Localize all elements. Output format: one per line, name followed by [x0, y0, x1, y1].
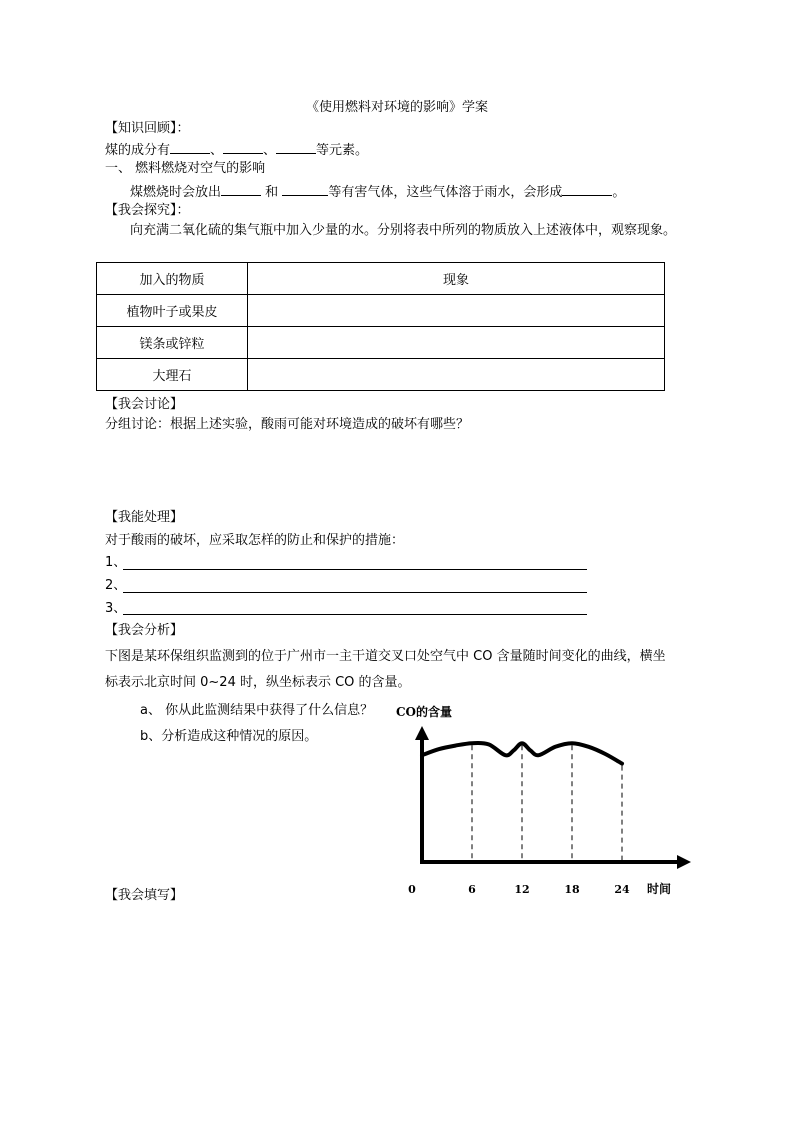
- review-heading: 【知识回顾】：: [105, 121, 190, 136]
- acid-rain-blank[interactable]: [562, 183, 612, 196]
- analyze-question-b: b、分析造成这种情况的原因。: [140, 729, 318, 744]
- chart-x-tick-label: 6: [468, 883, 476, 896]
- section-one-heading: 一、 燃料燃烧对空气的影响: [105, 161, 266, 176]
- chart-y-axis-label: CO的含量: [396, 705, 453, 719]
- chart-x-axis-label: 时间: [647, 882, 672, 896]
- gas-prefix: 煤燃烧时会放出: [130, 185, 222, 200]
- gas-end: 。: [612, 185, 626, 200]
- table-cell-substance: 镁条或锌粒: [97, 327, 248, 359]
- measure-item-label: 2、: [105, 578, 127, 593]
- measure-item-label: 3、: [105, 601, 127, 616]
- coal-suffix: 等元素。: [316, 143, 369, 158]
- page-title: 《使用燃料对环境的影响》学案: [306, 100, 489, 115]
- table-cell-observation[interactable]: [248, 295, 665, 327]
- analyze-paragraph-2: 标表示北京时间 0~24 时，纵坐标表示 CO 的含量。: [105, 675, 411, 690]
- table-cell-observation[interactable]: [248, 327, 665, 359]
- harmful-gas-line: [130, 183, 625, 201]
- chart-x-tick-label: 24: [614, 883, 630, 896]
- coal-element-blank-2[interactable]: [223, 141, 263, 154]
- separator: 、: [263, 143, 277, 158]
- coal-prefix: 煤的成分有: [105, 143, 171, 158]
- table-header-row: [97, 263, 665, 295]
- explore-heading: 【我会探究】：: [105, 203, 190, 218]
- table-row: [97, 295, 665, 327]
- table-header-cell: 现象: [248, 263, 665, 295]
- table-cell-substance: 大理石: [97, 359, 248, 391]
- gas-and: 和: [265, 185, 279, 200]
- table-row: [97, 327, 665, 359]
- gas-suffix: 等有害气体，这些气体溶于雨水，会形成: [328, 185, 563, 200]
- measure-answer-line-2[interactable]: [123, 592, 587, 593]
- handle-question: 对于酸雨的破坏，应采取怎样的防止和保护的措施：: [105, 533, 405, 548]
- table-header-cell: 加入的物质: [97, 263, 248, 295]
- gas-blank-1[interactable]: [221, 183, 261, 196]
- table-cell-observation[interactable]: [248, 359, 665, 391]
- chart-x-axis-arrow: [677, 855, 691, 869]
- analyze-question-a: a、 你从此监测结果中获得了什么信息？: [140, 703, 374, 718]
- chart-x-tick-label: 12: [514, 883, 530, 896]
- experiment-table: [96, 262, 665, 391]
- table-row: [97, 359, 665, 391]
- chart-x-tick-label: 0: [408, 883, 416, 896]
- gas-blank-2[interactable]: [282, 183, 328, 196]
- coal-composition-line: [105, 141, 368, 159]
- measure-answer-line-3[interactable]: [123, 614, 587, 615]
- chart-series-line: [422, 743, 622, 764]
- coal-element-blank-1[interactable]: [170, 141, 210, 154]
- fill-heading: 【我会填写】: [105, 888, 184, 903]
- discuss-heading: 【我会讨论】: [105, 397, 184, 412]
- chart-y-axis-arrow: [415, 726, 429, 740]
- discuss-question: 分组讨论：根据上述实验，酸雨可能对环境造成的破坏有哪些？: [105, 417, 470, 432]
- explore-instruction: 向充满二氧化硫的集气瓶中加入少量的水。分别将表中所列的物质放入上述液体中，观察现象。: [130, 223, 677, 238]
- table-cell-substance: 植物叶子或果皮: [97, 295, 248, 327]
- analyze-heading: 【我会分析】: [105, 623, 184, 638]
- separator: 、: [210, 143, 224, 158]
- measure-answer-line-1[interactable]: [123, 569, 587, 570]
- handle-heading: 【我能处理】: [105, 510, 184, 525]
- measure-item-label: 1、: [105, 555, 127, 570]
- analyze-paragraph-1: 下图是某环保组织监测到的位于广州市一主干道交叉口处空气中 CO 含量随时间变化的曲线，横坐: [105, 649, 666, 664]
- chart-x-tick-label: 18: [564, 883, 580, 896]
- coal-element-blank-3[interactable]: [276, 141, 316, 154]
